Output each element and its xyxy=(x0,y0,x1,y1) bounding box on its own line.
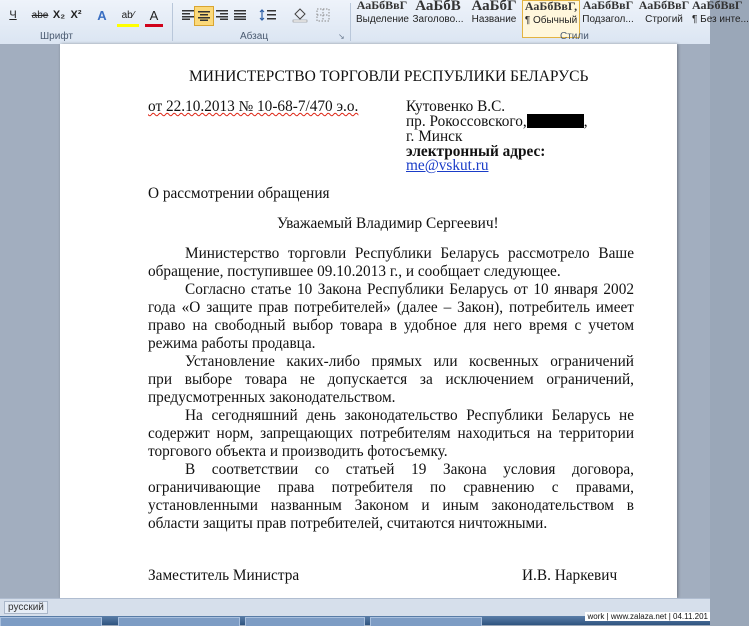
paragraph-line: право на свободный выбор товара в удобное для него время с учетом xyxy=(148,317,634,334)
style-preview: АаБбВвГ xyxy=(692,0,743,12)
recipient-name: Кутовенко В.С. xyxy=(406,98,506,115)
styles-group-label: Стили xyxy=(560,31,589,42)
style-label: Выделение xyxy=(356,14,409,25)
strikethrough-button[interactable]: abe xyxy=(31,9,49,21)
paint-bucket-icon xyxy=(292,8,308,22)
paragraph-line: На сегодняшний день законодательство Республики Беларусь не xyxy=(185,407,634,424)
style-preview: АаБбВвГ xyxy=(582,0,634,12)
paragraph-line: содержит норм, запрещающих потребителям находиться на территории xyxy=(148,425,634,442)
recipient-city: г. Минск xyxy=(406,128,463,145)
style-label: ¶ Обычный xyxy=(524,15,578,26)
ministry-header: МИНИСТЕРСТВО ТОРГОВЛИ РЕСПУБЛИКИ БЕЛАРУСЬ xyxy=(189,68,589,85)
style-preview: АаБбВвГ xyxy=(356,0,408,12)
shading-button[interactable] xyxy=(290,6,310,24)
style-label: ¶ Без инте... xyxy=(692,14,749,25)
style-preview: АаБбВ xyxy=(415,0,461,14)
style-label: Подзагол... xyxy=(582,14,634,25)
paragraph-line: при выборе товара не допускается за исключением ограничений, xyxy=(148,371,634,388)
reference-line: от 22.10.2013 № 10-68-7/470 э.о. xyxy=(148,98,359,115)
line-spacing-icon xyxy=(260,9,278,21)
font-color-button[interactable]: A xyxy=(145,6,163,27)
paragraph-line: предусмотренных законодательством. xyxy=(148,389,396,406)
language-indicator[interactable]: русский xyxy=(4,601,48,614)
taskbar-button[interactable] xyxy=(245,617,365,626)
style-label: Название xyxy=(471,14,517,25)
signature-title: Заместитель Министра xyxy=(148,567,300,584)
taskbar-button[interactable] xyxy=(0,617,102,626)
superscript-button[interactable]: X² xyxy=(70,9,82,21)
document-area[interactable] xyxy=(0,44,710,598)
watermark: work | www.zalaza.net | 04.11.201 xyxy=(587,612,708,621)
text-effects-button[interactable]: A xyxy=(97,7,107,23)
align-left-icon xyxy=(182,10,194,20)
paragraph-line: области защиты прав потребителей, считаются ничтожными. xyxy=(148,515,548,532)
paragraph-line: В соответствии со статьей 19 Закона условия договора, xyxy=(185,461,634,478)
paragraph-line: Министерство торговли Республики Беларусь рассмотрело Ваше xyxy=(185,245,634,262)
paragraph-line: года «О защите прав потребителей» (далее – Закон), потребитель имеет xyxy=(148,299,634,316)
taskbar-button[interactable] xyxy=(370,617,482,626)
borders-icon xyxy=(316,8,330,22)
paragraph-line: ограничивающие права потребителя по сравнению с правами, xyxy=(148,479,634,496)
style-title[interactable] xyxy=(468,0,520,28)
style-no-spacing[interactable] xyxy=(692,0,749,28)
justify-icon xyxy=(234,10,246,20)
document-page[interactable] xyxy=(60,44,677,598)
taskbar-button[interactable] xyxy=(118,617,240,626)
align-center-button[interactable] xyxy=(194,6,214,26)
style-preview: АаБбВвГ, xyxy=(524,0,578,13)
align-right-button[interactable] xyxy=(214,6,230,24)
subject-line: О рассмотрении обращения xyxy=(148,185,330,202)
justify-button[interactable] xyxy=(232,6,248,24)
font-group-label: Шрифт xyxy=(40,31,73,42)
redaction-box xyxy=(527,114,584,128)
paragraph-group-label: Абзац xyxy=(240,31,269,42)
style-label: Заголово... xyxy=(412,14,464,25)
paragraph-line: Установление каких-либо прямых или косвенных ограничений xyxy=(185,353,634,370)
email-link[interactable]: me@vskut.ru xyxy=(406,157,489,174)
style-emphasis[interactable] xyxy=(356,0,408,28)
align-center-icon xyxy=(198,11,210,21)
style-preview: АаБбВвГ xyxy=(638,0,690,12)
street-suffix: , xyxy=(583,113,588,130)
paragraph-line: торгового объекта и производить фотосъемку. xyxy=(148,443,448,460)
paragraph-line: обращение, поступившее 09.10.2013 г., и сообщает следующее. xyxy=(148,263,561,280)
ribbon xyxy=(0,0,749,45)
subscript-button[interactable]: X₂ xyxy=(52,9,66,21)
street-text: пр. Рокоссовского, xyxy=(406,113,527,130)
paragraph-dialog-launcher-icon[interactable]: ↘ xyxy=(338,32,345,41)
email-label: электронный адрес: xyxy=(406,143,546,160)
style-strong[interactable] xyxy=(638,0,690,28)
paragraph-line: установленными названным Законом и иным законодательством в xyxy=(148,497,634,514)
style-label: Строгий xyxy=(645,14,683,25)
greeting: Уважаемый Владимир Сергеевич! xyxy=(277,215,499,232)
style-preview: АаБбГ xyxy=(471,0,517,14)
underline-button[interactable]: Ч xyxy=(9,9,17,21)
highlight-button[interactable]: ab⁄ xyxy=(117,6,139,27)
style-heading[interactable] xyxy=(412,0,464,28)
paragraph-line: режима работы продавца. xyxy=(148,335,316,352)
borders-button[interactable] xyxy=(314,6,332,24)
paragraph-line: Согласно статье 10 Закона Республики Беларусь от 10 января 2002 xyxy=(185,281,634,298)
line-spacing-button[interactable] xyxy=(258,6,280,24)
signature-name: И.В. Наркевич xyxy=(522,567,618,584)
style-subtitle[interactable] xyxy=(582,0,634,28)
align-right-icon xyxy=(216,10,228,20)
